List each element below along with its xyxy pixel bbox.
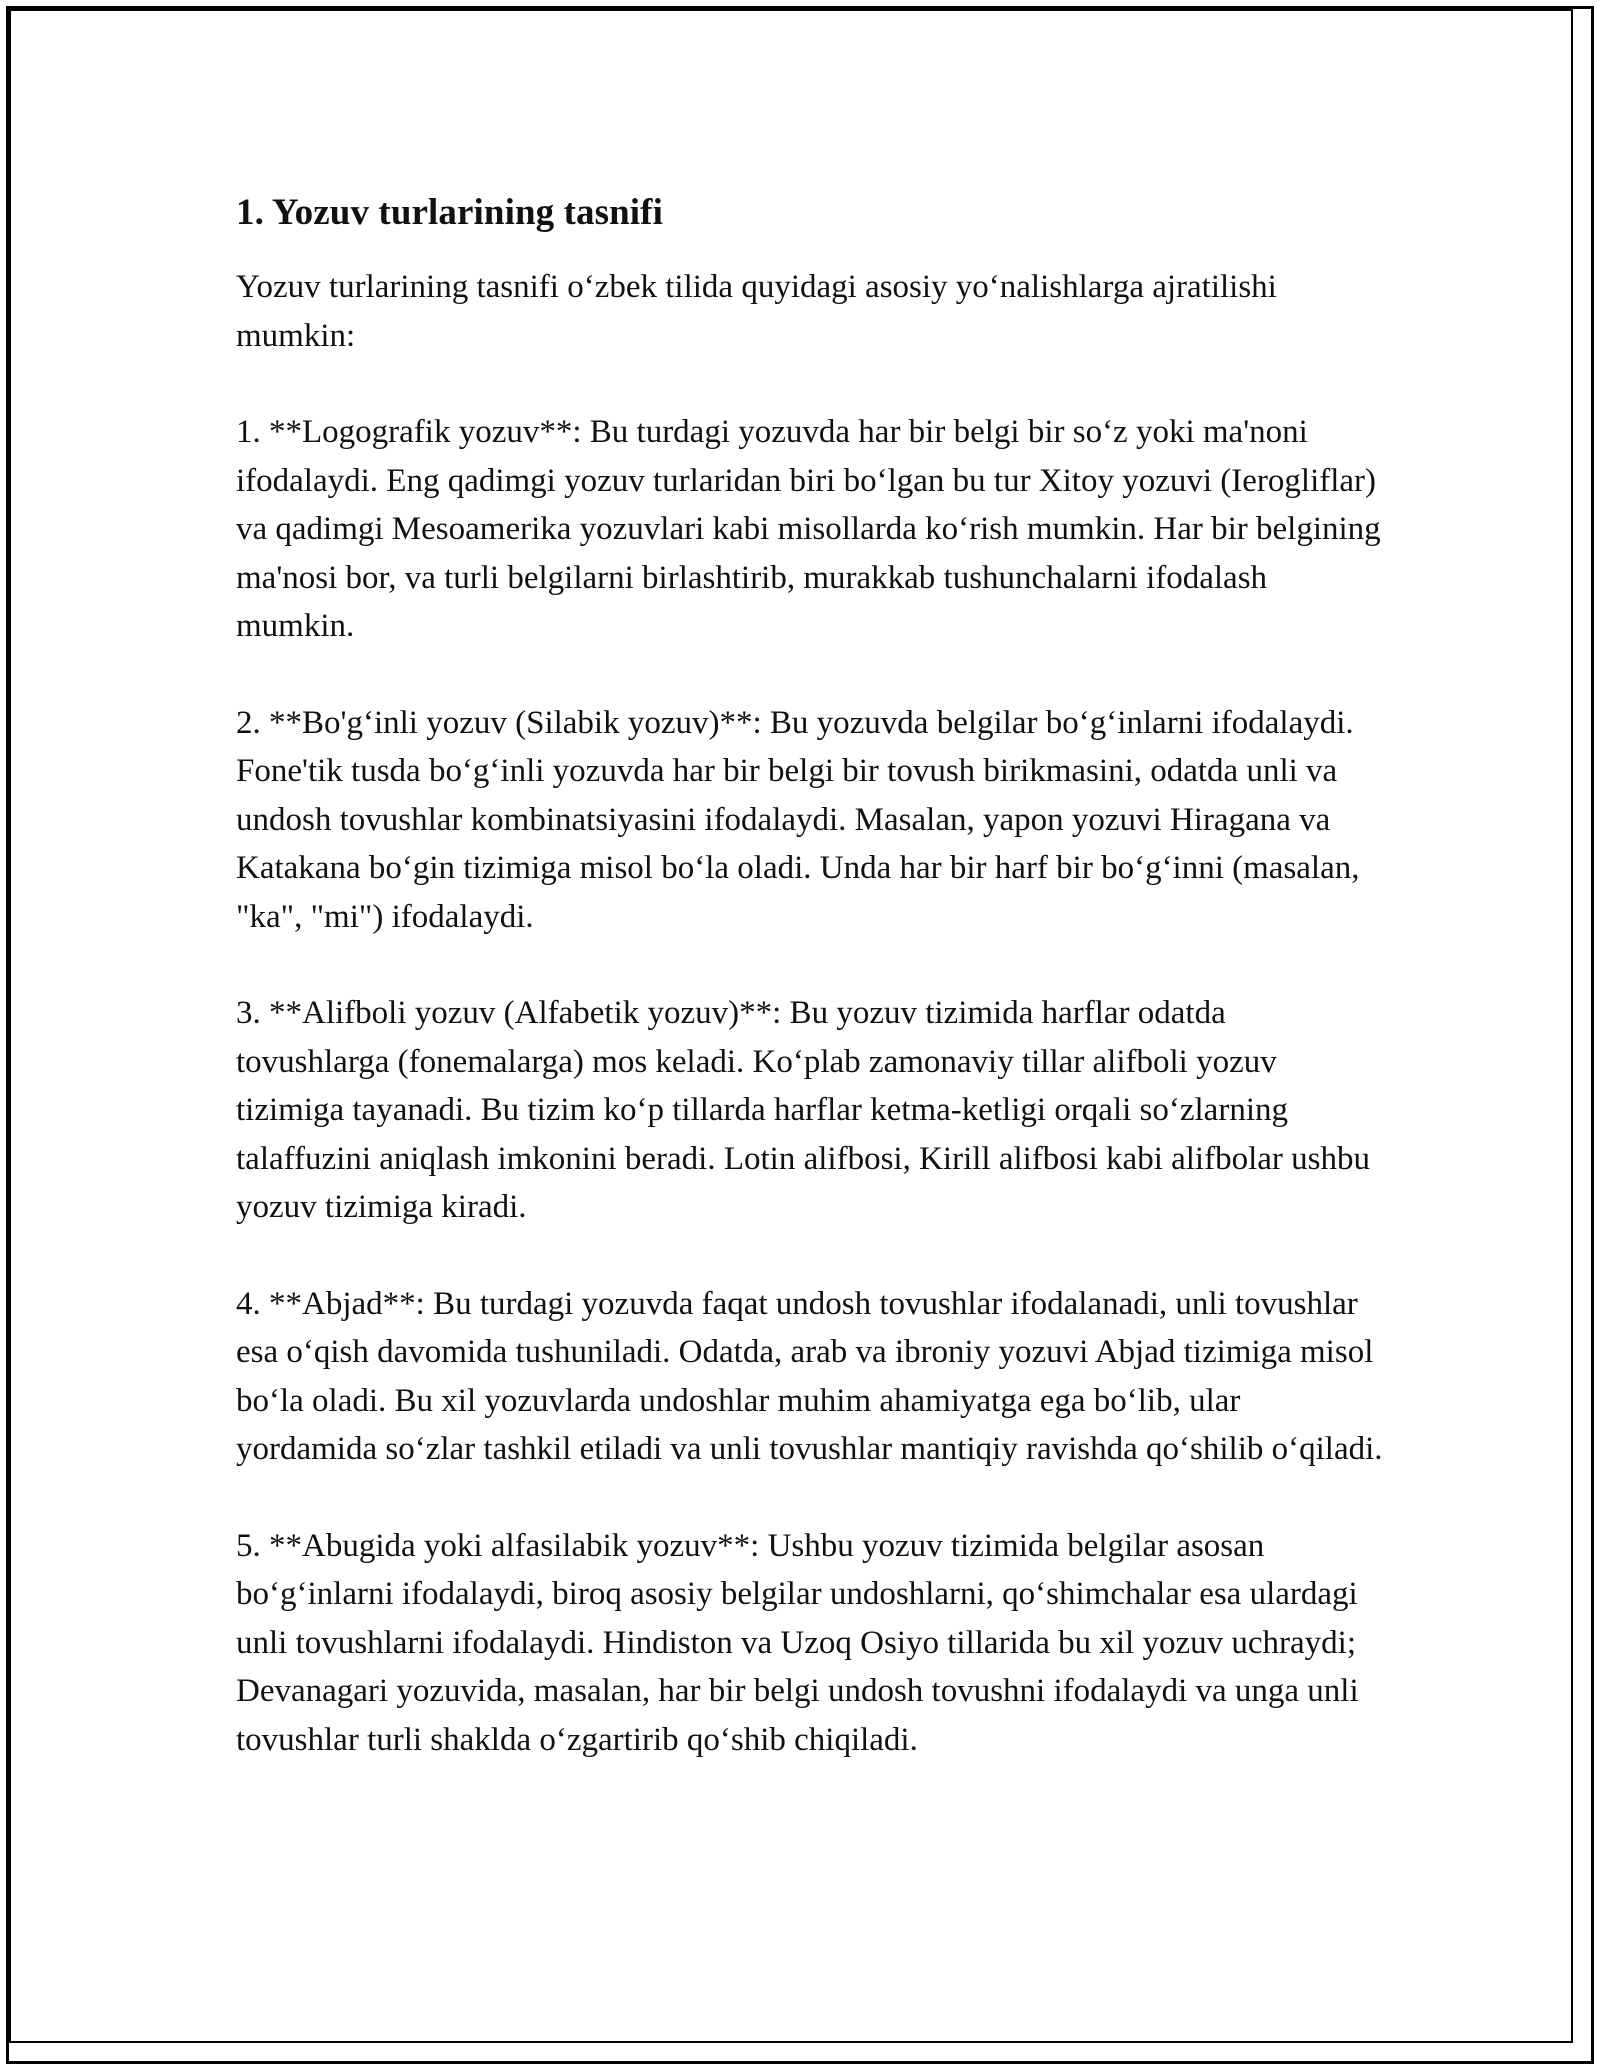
document-body [236,185,1386,1764]
list-item-logographic: 1. **Logografik yozuv**: Bu turdagi yozuvda har bir belgi bir so‘z yoki ma'noni ifodalaydi. Eng qadimgi yozuv turlaridan biri bo‘lgan bu tur Xitoy yozuvi (Ierogliflar) va qadimgi Mesoamerika yozuvlari kabi misollarda ko‘rish mumkin. Har bir belgining ma'nosi bor, va turli belgilarni birlashtirib, murakkab tushunchalarni ifodalash mumkin. [236,414,1381,644]
list-item-syllabic: 2. **Bo'g‘inli yozuv (Silabik yozuv)**: Bu yozuvda belgilar bo‘g‘inlarni ifodalaydi. Fone'tik tusda bo‘g‘inli yozuvda har bir belgi bir tovush birikmasini, odatda unli va undosh tovushlar kombinatsiyasini ifodalaydi. Masalan, yapon yozuvi Hiragana va Katakana bo‘gin tizimiga misol bo‘la oladi. Unda har bir harf bir bo‘g‘inni (masalan, "ka", "mi") ifodalaydi. [236,704,1360,935]
intro-paragraph: Yozuv turlarining tasnifi o‘zbek tilida quyidagi asosiy yo‘nalishlarga ajratilishi mumkin: [236,269,1277,354]
list-item-alphabetic: 3. **Alifboli yozuv (Alfabetik yozuv)**: Bu yozuv tizimida harflar odatda tovushlarga (fonemalarga) mos keladi. Ko‘plab zamonaviy tillar alifboli yozuv tizimiga tayanadi. Bu tizim ko‘p tillarda harflar ketma-ketligi orqali so‘zlarning talaffuzini aniqlash imkonini beradi. Lotin alifbosi, Kirill alifbosi kabi alifbolar ushbu yozuv tizimiga kiradi. [236,995,1370,1225]
list-item-abjad: 4. **Abjad**: Bu turdagi yozuvda faqat undosh tovushlar ifodalanadi, unli tovushlar esa o‘qish davomida tushuniladi. Odatda, arab va ibroniy yozuvi Abjad tizimiga misol bo‘la oladi. Bu xil yozuvlarda undoshlar muhim ahamiyatga ega bo‘lib, ular yordamida so‘zlar tashkil etiladi va unli tovushlar mantiqiy ravishda qo‘shilib o‘qiladi. [236,1285,1383,1467]
list-item-abugida: 5. **Abugida yoki alfasilabik yozuv**: Ushbu yozuv tizimida belgilar asosan bo‘g‘inlarni ifodalaydi, biroq asosiy belgilar undoshlarni, qo‘shimchalar esa ulardagi unli tovushlarni ifodalaydi. Hindiston va Uzoq Osiyo tillarida bu xil yozuv uchraydi; Devanagari yozuvida, masalan, har bir belgi undosh tovushni ifodalaydi va unga unli tovushlar turli shaklda o‘zgartirib qo‘shib chiqiladi. [236,1527,1359,1758]
section-heading: 1. Yozuv turlarining tasnifi [236,192,663,233]
